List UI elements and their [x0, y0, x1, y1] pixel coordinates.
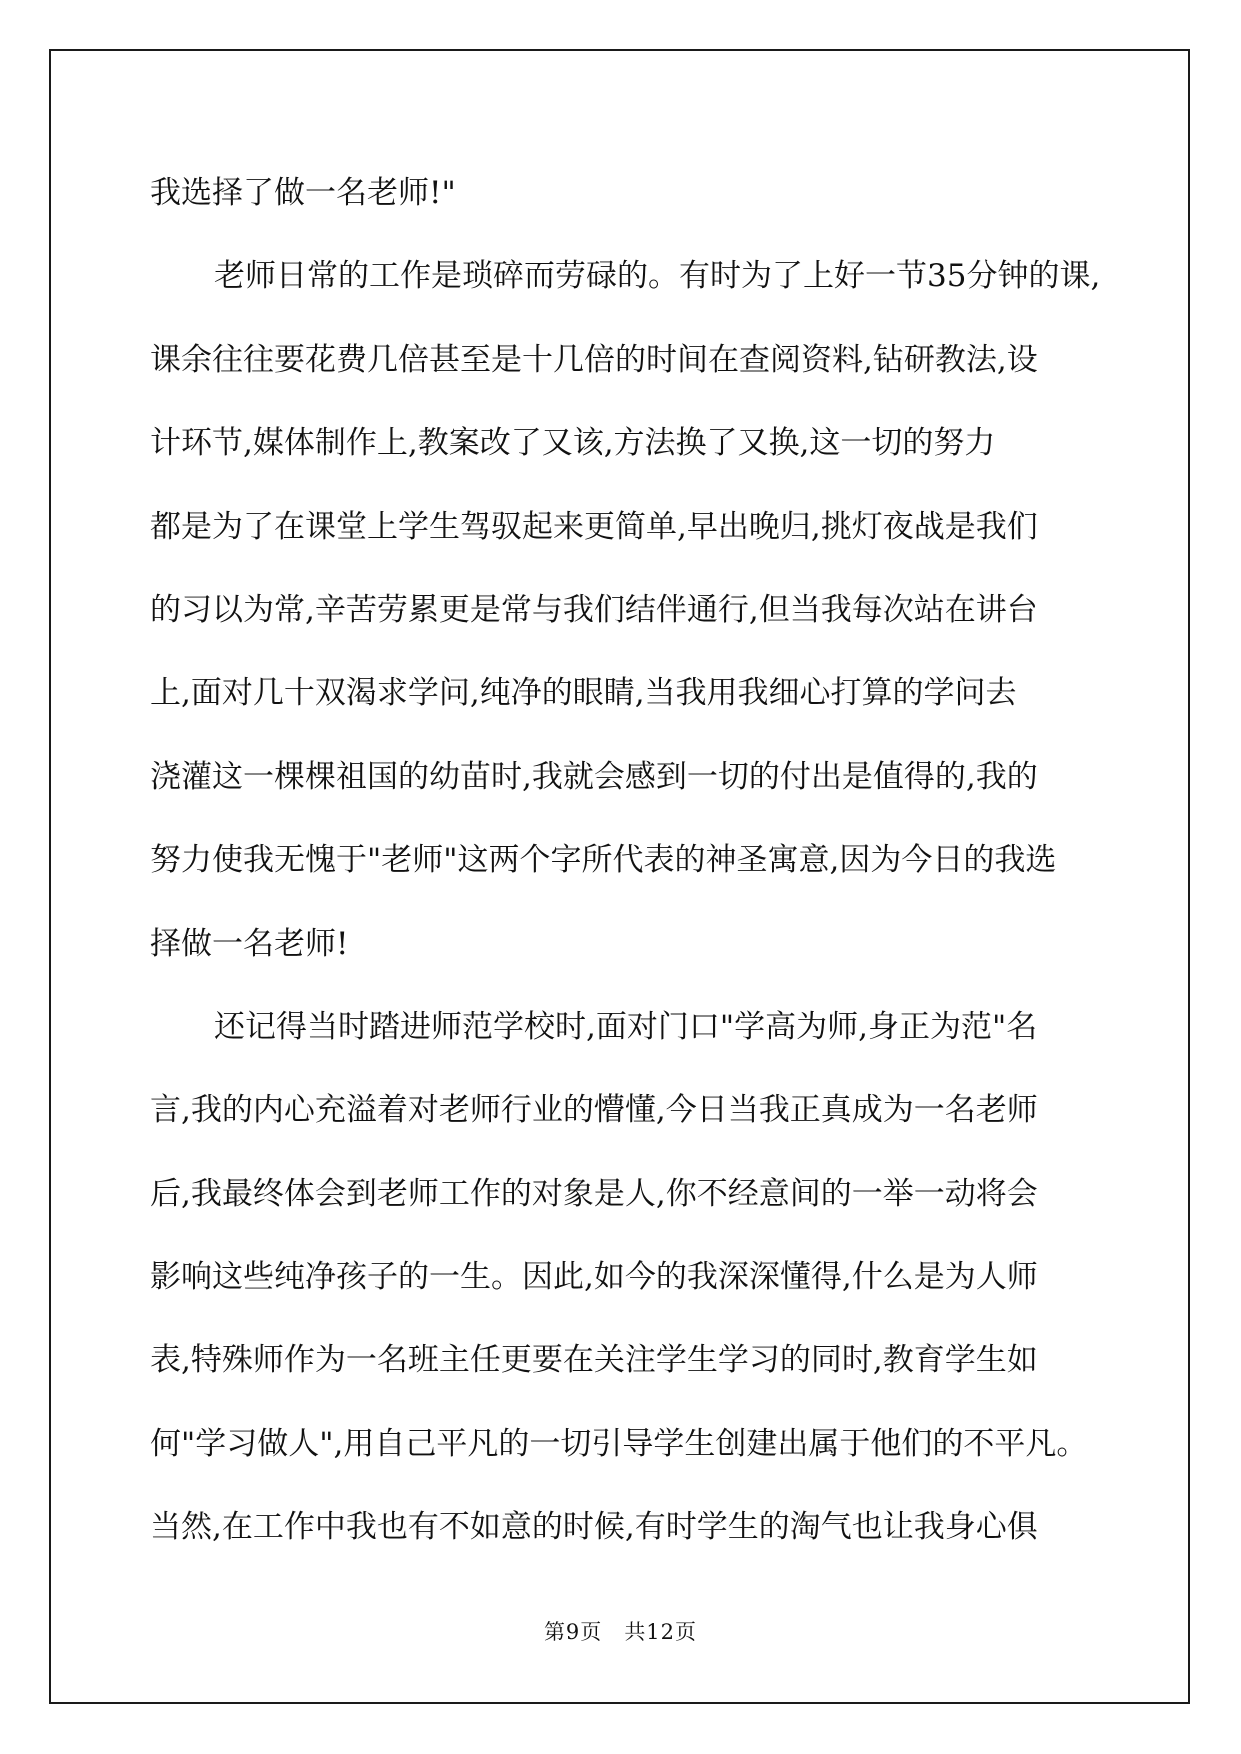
page-footer	[0, 1616, 1241, 1646]
text-line: 的习以为常,辛苦劳累更是常与我们结伴通行,但当我每次站在讲台	[150, 591, 1038, 628]
page-number-current: 第9页	[543, 1620, 603, 1644]
text-line: 努力使我无愧于"老师"这两个字所代表的神圣寓意,因为今日的我选	[150, 842, 1057, 879]
text-line: 浇灌这一棵棵祖国的幼苗时,我就会感到一切的付出是值得的,我的	[150, 758, 1038, 795]
text-line: 上,面对几十双渴求学问,纯净的眼睛,当我用我细心打算的学问去	[150, 675, 1017, 712]
text-line: 表,特殊师作为一名班主任更要在关注学生学习的同时,教育学生如	[150, 1342, 1038, 1379]
text-line: 我选择了做一名老师!"	[150, 175, 456, 211]
paragraph-start-line: 老师日常的工作是琐碎而劳碌的。有时为了上好一节35分钟的课,	[214, 258, 1101, 295]
text-line: 计环节,媒体制作上,教案改了又该,方法换了又换,这一切的努力	[150, 425, 996, 462]
text-line: 后,我最终体会到老师工作的对象是人,你不经意间的一举一动将会	[150, 1175, 1038, 1212]
text-line: 当然,在工作中我也有不如意的时候,有时学生的淘气也让我身心俱	[150, 1509, 1038, 1546]
text-line: 择做一名老师!	[150, 925, 349, 962]
text-line: 课余往往要花费几倍甚至是十几倍的时间在查阅资料,钻研教法,设	[150, 341, 1038, 378]
text-line: 都是为了在课堂上学生驾驭起来更简单,早出晚归,挑灯夜战是我们	[150, 508, 1038, 545]
page-number-total: 共12页	[624, 1620, 698, 1644]
text-line: 何"学习做人",用自己平凡的一切引导学生创建出属于他们的不平凡。	[150, 1425, 1088, 1462]
text-line: 影响这些纯净孩子的一生。因此,如今的我深深懂得,什么是为人师	[150, 1259, 1038, 1296]
text-line: 言,我的内心充溢着对老师行业的懵懂,今日当我正真成为一名老师	[150, 1092, 1038, 1129]
paragraph-start-line: 还记得当时踏进师范学校时,面对门口"学高为师,身正为范"名	[214, 1008, 1038, 1045]
document-body	[150, 152, 1110, 1570]
